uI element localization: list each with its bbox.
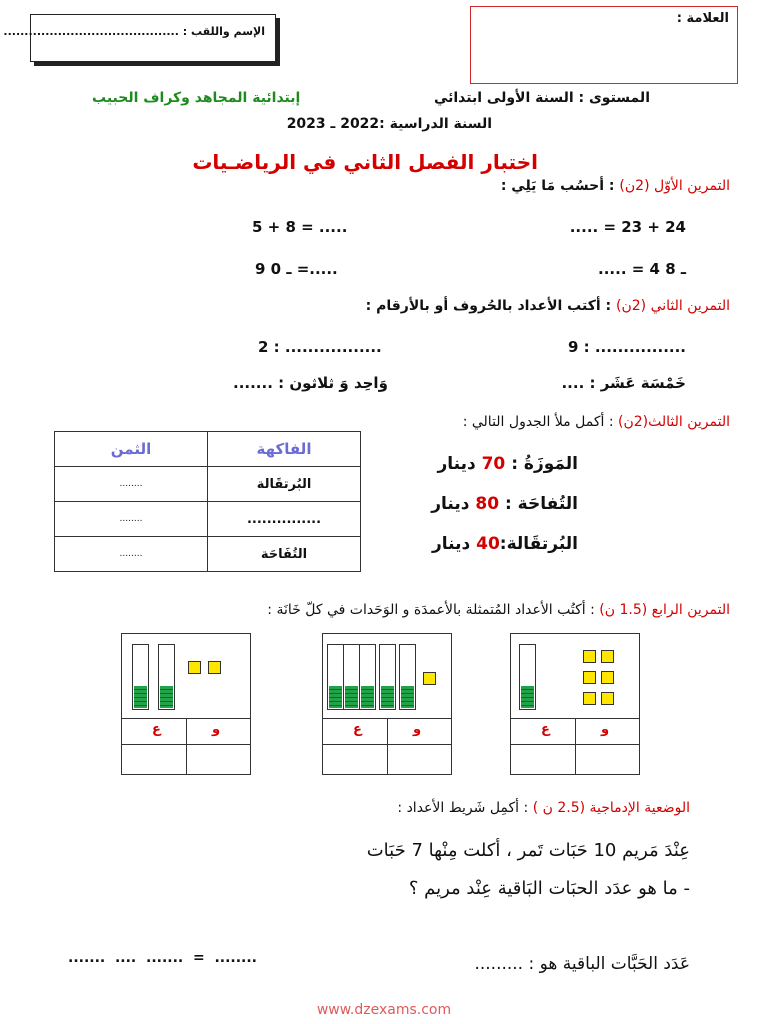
unit-square-icon — [601, 692, 614, 705]
grade-box — [470, 6, 738, 84]
tens-rod-icon — [343, 644, 360, 710]
price-line-1 — [437, 454, 578, 474]
card-blocks-area — [323, 634, 451, 719]
equation-blanks[interactable]: ........ = ....... .... ....... — [68, 950, 257, 966]
tens-rod-icon — [327, 644, 344, 710]
price-unit: دينار — [437, 454, 476, 474]
ex1-item-1: ..... = 23 + 24 — [569, 218, 686, 236]
number-card-3 — [121, 633, 251, 775]
ex2-item-1: 9 : ................ — [567, 338, 686, 356]
units-label: و — [413, 722, 422, 737]
tens-rod-icon — [399, 644, 416, 710]
price-value: 40 — [476, 534, 500, 554]
price-name: التُفاحَة : — [504, 494, 578, 514]
exam-title: اختبار الفصل الثاني في الرياضـيات — [192, 150, 538, 174]
name-label: الإسم واللقب : .......................................... — [3, 25, 265, 38]
table-cell-fruit[interactable]: ............... — [208, 502, 361, 537]
unit-square-icon — [423, 672, 436, 685]
unit-square-icon — [583, 650, 596, 663]
price-name: المَوزَةُ : — [511, 454, 578, 474]
name-box — [3, 14, 276, 62]
card-blocks-area — [122, 634, 250, 719]
table-cell-fruit: التُفَاحَة — [208, 537, 361, 572]
ex4-title — [267, 602, 730, 618]
price-line-3 — [432, 534, 578, 554]
ex1-item-4: 9 ـ 0 =..... — [255, 260, 338, 278]
school-name: إبتدائية المجاهد وكراف الحبيب — [92, 90, 301, 106]
ex2-item-3: خَمْسَة عَشَر : .... — [561, 374, 686, 392]
header-price: الثمن — [55, 432, 208, 467]
ex2-item-2: 2 : ................. — [258, 338, 382, 356]
ex1-item-3: ..... = 4 ـ 8 — [598, 260, 686, 278]
header-fruit: الفاكهة — [208, 432, 361, 467]
table-row — [55, 537, 361, 572]
ex1-item-2: 5 + 8 = ..... — [252, 218, 348, 236]
ex3-title — [463, 414, 730, 430]
number-card-1 — [510, 633, 640, 775]
number-card-2 — [322, 633, 452, 775]
footer-url[interactable]: www.dzexams.com — [316, 1002, 452, 1018]
table-cell-fruit: البُرتقَالة — [208, 467, 361, 502]
ex1-title-text: : أحسُب مَا يَلِي : — [500, 178, 620, 194]
table-cell-price[interactable]: ........ — [55, 537, 208, 572]
ex2-title-text: : أكتب الأعداد بالحُروف أو بالأرقام : — [365, 298, 616, 314]
tens-rod-icon — [132, 644, 149, 710]
tens-label: ع — [541, 722, 550, 737]
ex1-title — [501, 178, 730, 194]
card-blocks-area — [511, 634, 639, 719]
grade-label: العلامة : — [676, 11, 729, 26]
ex3-title-red: التمرين الثالث(2ن) — [618, 414, 730, 430]
table-cell-price[interactable]: ........ — [55, 502, 208, 537]
ex5-title-text: : أكمِل شَريط الأعداد : — [397, 800, 533, 816]
ex2-title — [366, 298, 730, 314]
ex3-title-text: : أكمل ملأ الجدول التالي : — [462, 414, 618, 430]
ex4-title-red: التمرين الرابع (1.5 ن) — [599, 602, 730, 618]
unit-square-icon — [601, 650, 614, 663]
table-row — [55, 502, 361, 537]
level-label: المستوى : السنة الأولى ابتدائي — [433, 90, 650, 106]
tens-rod-icon — [359, 644, 376, 710]
table-row — [55, 467, 361, 502]
unit-square-icon — [583, 692, 596, 705]
ex4-title-text: : أكتُب الأعداد المُتمثلة بالأعمدَة و الوَحَدات في كلّ خَانَة : — [267, 602, 600, 618]
unit-square-icon — [583, 671, 596, 684]
price-name: البُرتقَالة: — [499, 534, 578, 554]
ex5-title — [397, 800, 690, 816]
table-cell-price[interactable]: ........ — [55, 467, 208, 502]
ex5-title-red: الوضعية الإدماجية (2.5 ن ) — [532, 800, 690, 816]
tens-rod-icon — [379, 644, 396, 710]
units-label: و — [601, 722, 610, 737]
answer-line[interactable]: عَدَد الحَبَّات الباقية هو : ......... — [474, 954, 690, 974]
unit-square-icon — [208, 661, 221, 674]
problem-line-1: عِنْدَ مَريم 10 حَبَات تَمر ، أكلت مِنْها 7 حَبَات — [366, 840, 690, 861]
price-value: 80 — [475, 494, 500, 514]
problem-line-2: - ما هو عدَد الحبَات البَاقية عِنْد مريم ؟ — [408, 878, 690, 899]
price-unit: دينار — [431, 534, 471, 554]
tens-rod-icon — [519, 644, 536, 710]
tens-label: ع — [152, 722, 161, 737]
unit-square-icon — [188, 661, 201, 674]
tens-label: ع — [353, 722, 362, 737]
ex1-title-red: التمرين الأوّل (2ن) — [619, 178, 730, 194]
price-unit: دينار — [431, 494, 470, 514]
price-line-2 — [431, 494, 578, 514]
ex2-item-4: وَاحِد وَ ثلاثون : ....... — [233, 374, 388, 392]
school-year: السنة الدراسية :2022 ـ 2023 — [286, 116, 492, 132]
table-header-row — [55, 432, 361, 467]
unit-square-icon — [601, 671, 614, 684]
price-value: 70 — [481, 454, 506, 474]
units-label: و — [212, 722, 221, 737]
tens-rod-icon — [158, 644, 175, 710]
fruit-price-table — [54, 431, 361, 572]
ex2-title-red: التمرين الثاني (2ن) — [616, 298, 730, 314]
